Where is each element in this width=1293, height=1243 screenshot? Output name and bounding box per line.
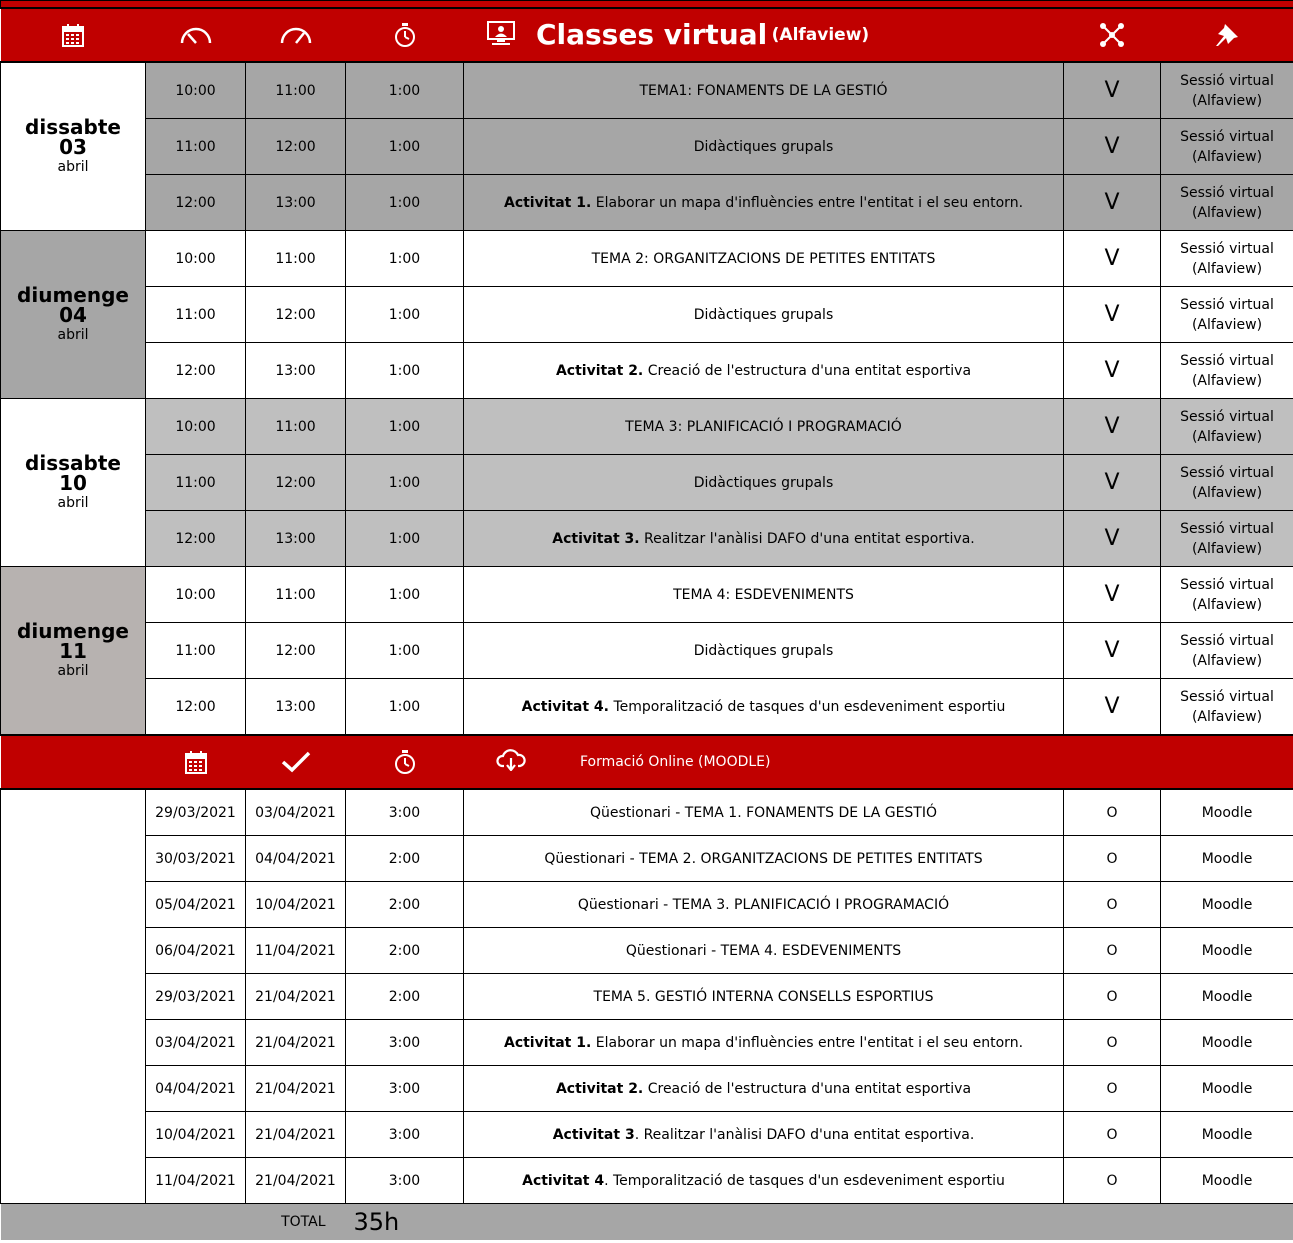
end-date: 11/04/2021 [246, 928, 346, 974]
virtual-section-title-cell [464, 8, 1064, 62]
total-value: 35h [346, 1204, 464, 1241]
start-time: 11:00 [146, 455, 246, 511]
duration: 2:00 [346, 928, 464, 974]
end-date: 21/04/2021 [246, 1112, 346, 1158]
online-task-row [1, 836, 1293, 882]
day-name: dissabte [25, 114, 121, 139]
duration: 1:00 [346, 343, 464, 399]
modality-mark: O [1064, 789, 1161, 836]
session-description [464, 455, 1064, 511]
session-text: TEMA1: FONAMENTS DE LA GESTIÓ [639, 82, 888, 99]
session-text: TEMA 3: PLANIFICACIÓ I PROGRAMACIÓ [625, 418, 902, 435]
end-time: 12:00 [246, 119, 346, 175]
task-description [464, 882, 1064, 928]
day-month: abril [57, 494, 89, 511]
start-time: 12:00 [146, 511, 246, 567]
activity-label: Activitat 4. [521, 698, 609, 715]
end-date: 04/04/2021 [246, 836, 346, 882]
session-description [464, 567, 1064, 623]
session-text: Temporalització de tasques d'un esdeveniment esportiu [609, 698, 1006, 715]
virtual-section-subtitle: (Alfaview) [771, 25, 870, 45]
day-number: 10 [59, 470, 87, 495]
session-mode-line1: Sessió virtual [1180, 576, 1274, 593]
cloud-download-icon [496, 749, 526, 775]
task-text: Creació de l'estructura d'una entitat esportiva [643, 1080, 972, 1097]
activity-label: Activitat 2. [555, 362, 644, 379]
virtual-session-row [1, 511, 1293, 567]
end-time: 13:00 [246, 343, 346, 399]
session-mode-line2: (Alfaview) [1191, 484, 1263, 501]
platform: Moodle [1161, 1020, 1293, 1066]
duration: 1:00 [346, 455, 464, 511]
session-mode-line2: (Alfaview) [1191, 148, 1263, 165]
activity-label: Activitat 3 [552, 1126, 635, 1143]
session-text: Elaborar un mapa d'influències entre l'entitat i el seu entorn. [591, 194, 1024, 211]
session-text: Didàctiques grupals [693, 474, 834, 491]
check-icon [246, 735, 346, 789]
session-mode-line1: Sessió virtual [1180, 520, 1274, 537]
virtual-session-row [1, 455, 1293, 511]
session-mode-line2: (Alfaview) [1191, 428, 1263, 445]
pin-icon [1161, 8, 1293, 62]
duration: 1:00 [346, 567, 464, 623]
session-mode-line1: Sessió virtual [1180, 688, 1274, 705]
duration: 1:00 [346, 679, 464, 736]
virtual-session-row [1, 62, 1293, 119]
task-description [464, 836, 1064, 882]
online-task-row [1, 974, 1293, 1020]
session-text: Didàctiques grupals [693, 138, 834, 155]
task-text: TEMA 5. GESTIÓ INTERNA CONSELLS ESPORTIUS [593, 988, 934, 1005]
task-text: Qüestionari - TEMA 4. ESDEVENIMENTS [625, 942, 902, 959]
duration: 1:00 [346, 399, 464, 455]
session-mode [1161, 455, 1293, 511]
online-task-row [1, 1158, 1293, 1204]
start-date: 11/04/2021 [146, 1158, 246, 1204]
day-month: abril [57, 158, 89, 175]
modality-mark: O [1064, 836, 1161, 882]
stopwatch-icon [346, 735, 464, 789]
start-time: 10:00 [146, 399, 246, 455]
session-mode [1161, 623, 1293, 679]
day-cell [1, 567, 146, 736]
day-name: dissabte [25, 450, 121, 475]
end-date: 21/04/2021 [246, 1020, 346, 1066]
virtual-session-row [1, 399, 1293, 455]
duration: 1:00 [346, 62, 464, 119]
online-section-title-cell [464, 735, 1064, 789]
task-text: . Realitzar l'anàlisi DAFO d'una entitat esportiva. [634, 1126, 975, 1143]
task-description [464, 1066, 1064, 1112]
task-description [464, 1158, 1064, 1204]
modality-mark: V [1064, 399, 1161, 455]
modality-mark: V [1064, 679, 1161, 736]
start-date: 06/04/2021 [146, 928, 246, 974]
session-mode-line1: Sessió virtual [1180, 632, 1274, 649]
day-month: abril [57, 662, 89, 679]
start-date: 04/04/2021 [146, 1066, 246, 1112]
session-mode-line1: Sessió virtual [1180, 296, 1274, 313]
blank-cell [1, 1158, 146, 1204]
duration: 2:00 [346, 974, 464, 1020]
start-time: 12:00 [146, 679, 246, 736]
virtual-session-row [1, 343, 1293, 399]
session-mode [1161, 399, 1293, 455]
session-mode-line1: Sessió virtual [1180, 464, 1274, 481]
modality-mark: V [1064, 175, 1161, 231]
end-date: 21/04/2021 [246, 974, 346, 1020]
session-description [464, 62, 1064, 119]
session-text: Realitzar l'anàlisi DAFO d'una entitat esportiva. [639, 530, 975, 547]
duration: 2:00 [346, 882, 464, 928]
virtual-session-row [1, 567, 1293, 623]
start-date: 29/03/2021 [146, 789, 246, 836]
modality-mark: V [1064, 231, 1161, 287]
end-date: 21/04/2021 [246, 1158, 346, 1204]
duration: 3:00 [346, 789, 464, 836]
session-description [464, 119, 1064, 175]
duration: 1:00 [346, 287, 464, 343]
session-mode [1161, 511, 1293, 567]
start-time: 11:00 [146, 287, 246, 343]
platform: Moodle [1161, 1112, 1293, 1158]
task-description [464, 1112, 1064, 1158]
end-time: 12:00 [246, 623, 346, 679]
session-mode-line2: (Alfaview) [1191, 372, 1263, 389]
start-time: 11:00 [146, 119, 246, 175]
virtual-session-row [1, 175, 1293, 231]
start-date: 30/03/2021 [146, 836, 246, 882]
platform: Moodle [1161, 836, 1293, 882]
session-description [464, 623, 1064, 679]
start-time: 11:00 [146, 623, 246, 679]
virtual-section-title: Classes virtual [535, 18, 768, 51]
task-text: . Temporalització de tasques d'un esdeveniment esportiu [604, 1172, 1005, 1189]
session-text: Didàctiques grupals [693, 306, 834, 323]
day-name: diumenge [17, 282, 129, 307]
modality-mark: O [1064, 928, 1161, 974]
platform: Moodle [1161, 1158, 1293, 1204]
duration: 3:00 [346, 1066, 464, 1112]
virtual-session-row [1, 287, 1293, 343]
virtual-class-icon [486, 20, 516, 50]
end-time: 13:00 [246, 679, 346, 736]
calendar-icon [146, 735, 246, 789]
activity-label: Activitat 2. [555, 1080, 644, 1097]
modality-mark: V [1064, 62, 1161, 119]
virtual-session-row [1, 623, 1293, 679]
start-time: 12:00 [146, 175, 246, 231]
session-description [464, 511, 1064, 567]
top-bar [1, 1, 1293, 9]
blank-cell [1, 1112, 146, 1158]
session-description [464, 343, 1064, 399]
duration: 3:00 [346, 1112, 464, 1158]
day-cell [1, 62, 146, 231]
start-time: 12:00 [146, 343, 246, 399]
platform: Moodle [1161, 789, 1293, 836]
online-section-subtitle: (MOODLE) [698, 754, 771, 770]
day-number: 11 [59, 638, 87, 663]
session-description [464, 399, 1064, 455]
session-mode-line2: (Alfaview) [1191, 596, 1263, 613]
activity-label: Activitat 1. [503, 194, 592, 211]
total-label: TOTAL [146, 1204, 346, 1241]
modality-mark: O [1064, 1066, 1161, 1112]
day-number: 03 [59, 134, 87, 159]
modality-mark: V [1064, 623, 1161, 679]
task-text: Qüestionari - TEMA 1. FONAMENTS DE LA GESTIÓ [589, 804, 938, 821]
virtual-session-row [1, 119, 1293, 175]
start-time: 10:00 [146, 62, 246, 119]
online-task-row [1, 1112, 1293, 1158]
online-task-row [1, 928, 1293, 974]
session-mode-line2: (Alfaview) [1191, 204, 1263, 221]
end-date: 10/04/2021 [246, 882, 346, 928]
online-task-row [1, 789, 1293, 836]
end-date: 03/04/2021 [246, 789, 346, 836]
duration: 1:00 [346, 175, 464, 231]
online-section-title: Formació Online [579, 754, 694, 770]
session-mode-line1: Sessió virtual [1180, 240, 1274, 257]
blank-cell [1, 1066, 146, 1112]
gauge-high-icon [246, 8, 346, 62]
duration: 3:00 [346, 1020, 464, 1066]
modality-mark: V [1064, 343, 1161, 399]
start-date: 10/04/2021 [146, 1112, 246, 1158]
stopwatch-icon [346, 8, 464, 62]
platform: Moodle [1161, 1066, 1293, 1112]
session-mode [1161, 175, 1293, 231]
duration: 1:00 [346, 511, 464, 567]
blank-cell [1, 789, 146, 836]
end-date: 21/04/2021 [246, 1066, 346, 1112]
end-time: 12:00 [246, 455, 346, 511]
day-month: abril [57, 326, 89, 343]
session-mode-line2: (Alfaview) [1191, 316, 1263, 333]
session-mode-line2: (Alfaview) [1191, 652, 1263, 669]
session-description [464, 175, 1064, 231]
blank-cell [1, 882, 146, 928]
modality-mark: O [1064, 882, 1161, 928]
calendar-icon [1, 8, 146, 62]
modality-mark: O [1064, 974, 1161, 1020]
end-time: 11:00 [246, 567, 346, 623]
task-description [464, 928, 1064, 974]
modality-mark: O [1064, 1020, 1161, 1066]
day-cell [1, 399, 146, 567]
modality-mark: V [1064, 511, 1161, 567]
session-mode [1161, 62, 1293, 119]
duration: 1:00 [346, 231, 464, 287]
start-date: 03/04/2021 [146, 1020, 246, 1066]
start-date: 29/03/2021 [146, 974, 246, 1020]
end-time: 12:00 [246, 287, 346, 343]
session-text: Creació de l'estructura d'una entitat esportiva [643, 362, 972, 379]
session-text: TEMA 4: ESDEVENIMENTS [673, 586, 854, 603]
activity-label: Activitat 4 [522, 1172, 605, 1189]
platform: Moodle [1161, 928, 1293, 974]
day-cell [1, 231, 146, 399]
online-task-row [1, 1066, 1293, 1112]
end-time: 11:00 [246, 231, 346, 287]
activity-label: Activitat 3. [552, 530, 640, 547]
online-task-row [1, 1020, 1293, 1066]
task-description [464, 789, 1064, 836]
session-mode-line2: (Alfaview) [1191, 92, 1263, 109]
session-description [464, 679, 1064, 736]
gauge-low-icon [146, 8, 246, 62]
modality-mark: V [1064, 287, 1161, 343]
task-text: Elaborar un mapa d'influències entre l'entitat i el seu entorn. [591, 1034, 1024, 1051]
blank-cell [1, 928, 146, 974]
session-mode [1161, 231, 1293, 287]
session-mode [1161, 119, 1293, 175]
session-mode [1161, 567, 1293, 623]
modality-mark: O [1064, 1112, 1161, 1158]
duration: 1:00 [346, 623, 464, 679]
session-mode [1161, 679, 1293, 736]
session-description [464, 287, 1064, 343]
end-time: 11:00 [246, 62, 346, 119]
modality-mark: O [1064, 1158, 1161, 1204]
platform: Moodle [1161, 882, 1293, 928]
end-time: 13:00 [246, 511, 346, 567]
end-time: 11:00 [246, 399, 346, 455]
task-description [464, 974, 1064, 1020]
start-time: 10:00 [146, 567, 246, 623]
duration: 1:00 [346, 119, 464, 175]
session-description [464, 231, 1064, 287]
total-row [1, 1204, 1293, 1241]
activity-label: Activitat 1. [503, 1034, 592, 1051]
task-description [464, 1020, 1064, 1066]
start-date: 05/04/2021 [146, 882, 246, 928]
session-mode-line1: Sessió virtual [1180, 408, 1274, 425]
session-mode-line2: (Alfaview) [1191, 708, 1263, 725]
day-name: diumenge [17, 618, 129, 643]
session-mode-line1: Sessió virtual [1180, 352, 1274, 369]
virtual-session-row [1, 679, 1293, 736]
day-number: 04 [59, 302, 87, 327]
online-task-row [1, 882, 1293, 928]
blank-cell [1, 836, 146, 882]
session-mode [1161, 343, 1293, 399]
blank-cell [1, 1020, 146, 1066]
session-mode-line2: (Alfaview) [1191, 260, 1263, 277]
start-time: 10:00 [146, 231, 246, 287]
network-icon [1064, 8, 1161, 62]
session-mode-line1: Sessió virtual [1180, 184, 1274, 201]
duration: 2:00 [346, 836, 464, 882]
task-text: Qüestionari - TEMA 3. PLANIFICACIÓ I PROGRAMACIÓ [577, 896, 950, 913]
session-text: Didàctiques grupals [693, 642, 834, 659]
blank-cell [1, 974, 146, 1020]
session-text: TEMA 2: ORGANITZACIONS DE PETITES ENTITATS [591, 250, 936, 267]
modality-mark: V [1064, 119, 1161, 175]
platform: Moodle [1161, 974, 1293, 1020]
online-section-header [1, 735, 1293, 789]
virtual-session-row [1, 231, 1293, 287]
session-mode [1161, 287, 1293, 343]
modality-mark: V [1064, 567, 1161, 623]
end-time: 13:00 [246, 175, 346, 231]
virtual-section-header [1, 8, 1293, 62]
session-mode-line1: Sessió virtual [1180, 72, 1274, 89]
session-mode-line1: Sessió virtual [1180, 128, 1274, 145]
duration: 3:00 [346, 1158, 464, 1204]
task-text: Qüestionari - TEMA 2. ORGANITZACIONS DE PETITES ENTITATS [544, 850, 983, 867]
modality-mark: V [1064, 455, 1161, 511]
session-mode-line2: (Alfaview) [1191, 540, 1263, 557]
